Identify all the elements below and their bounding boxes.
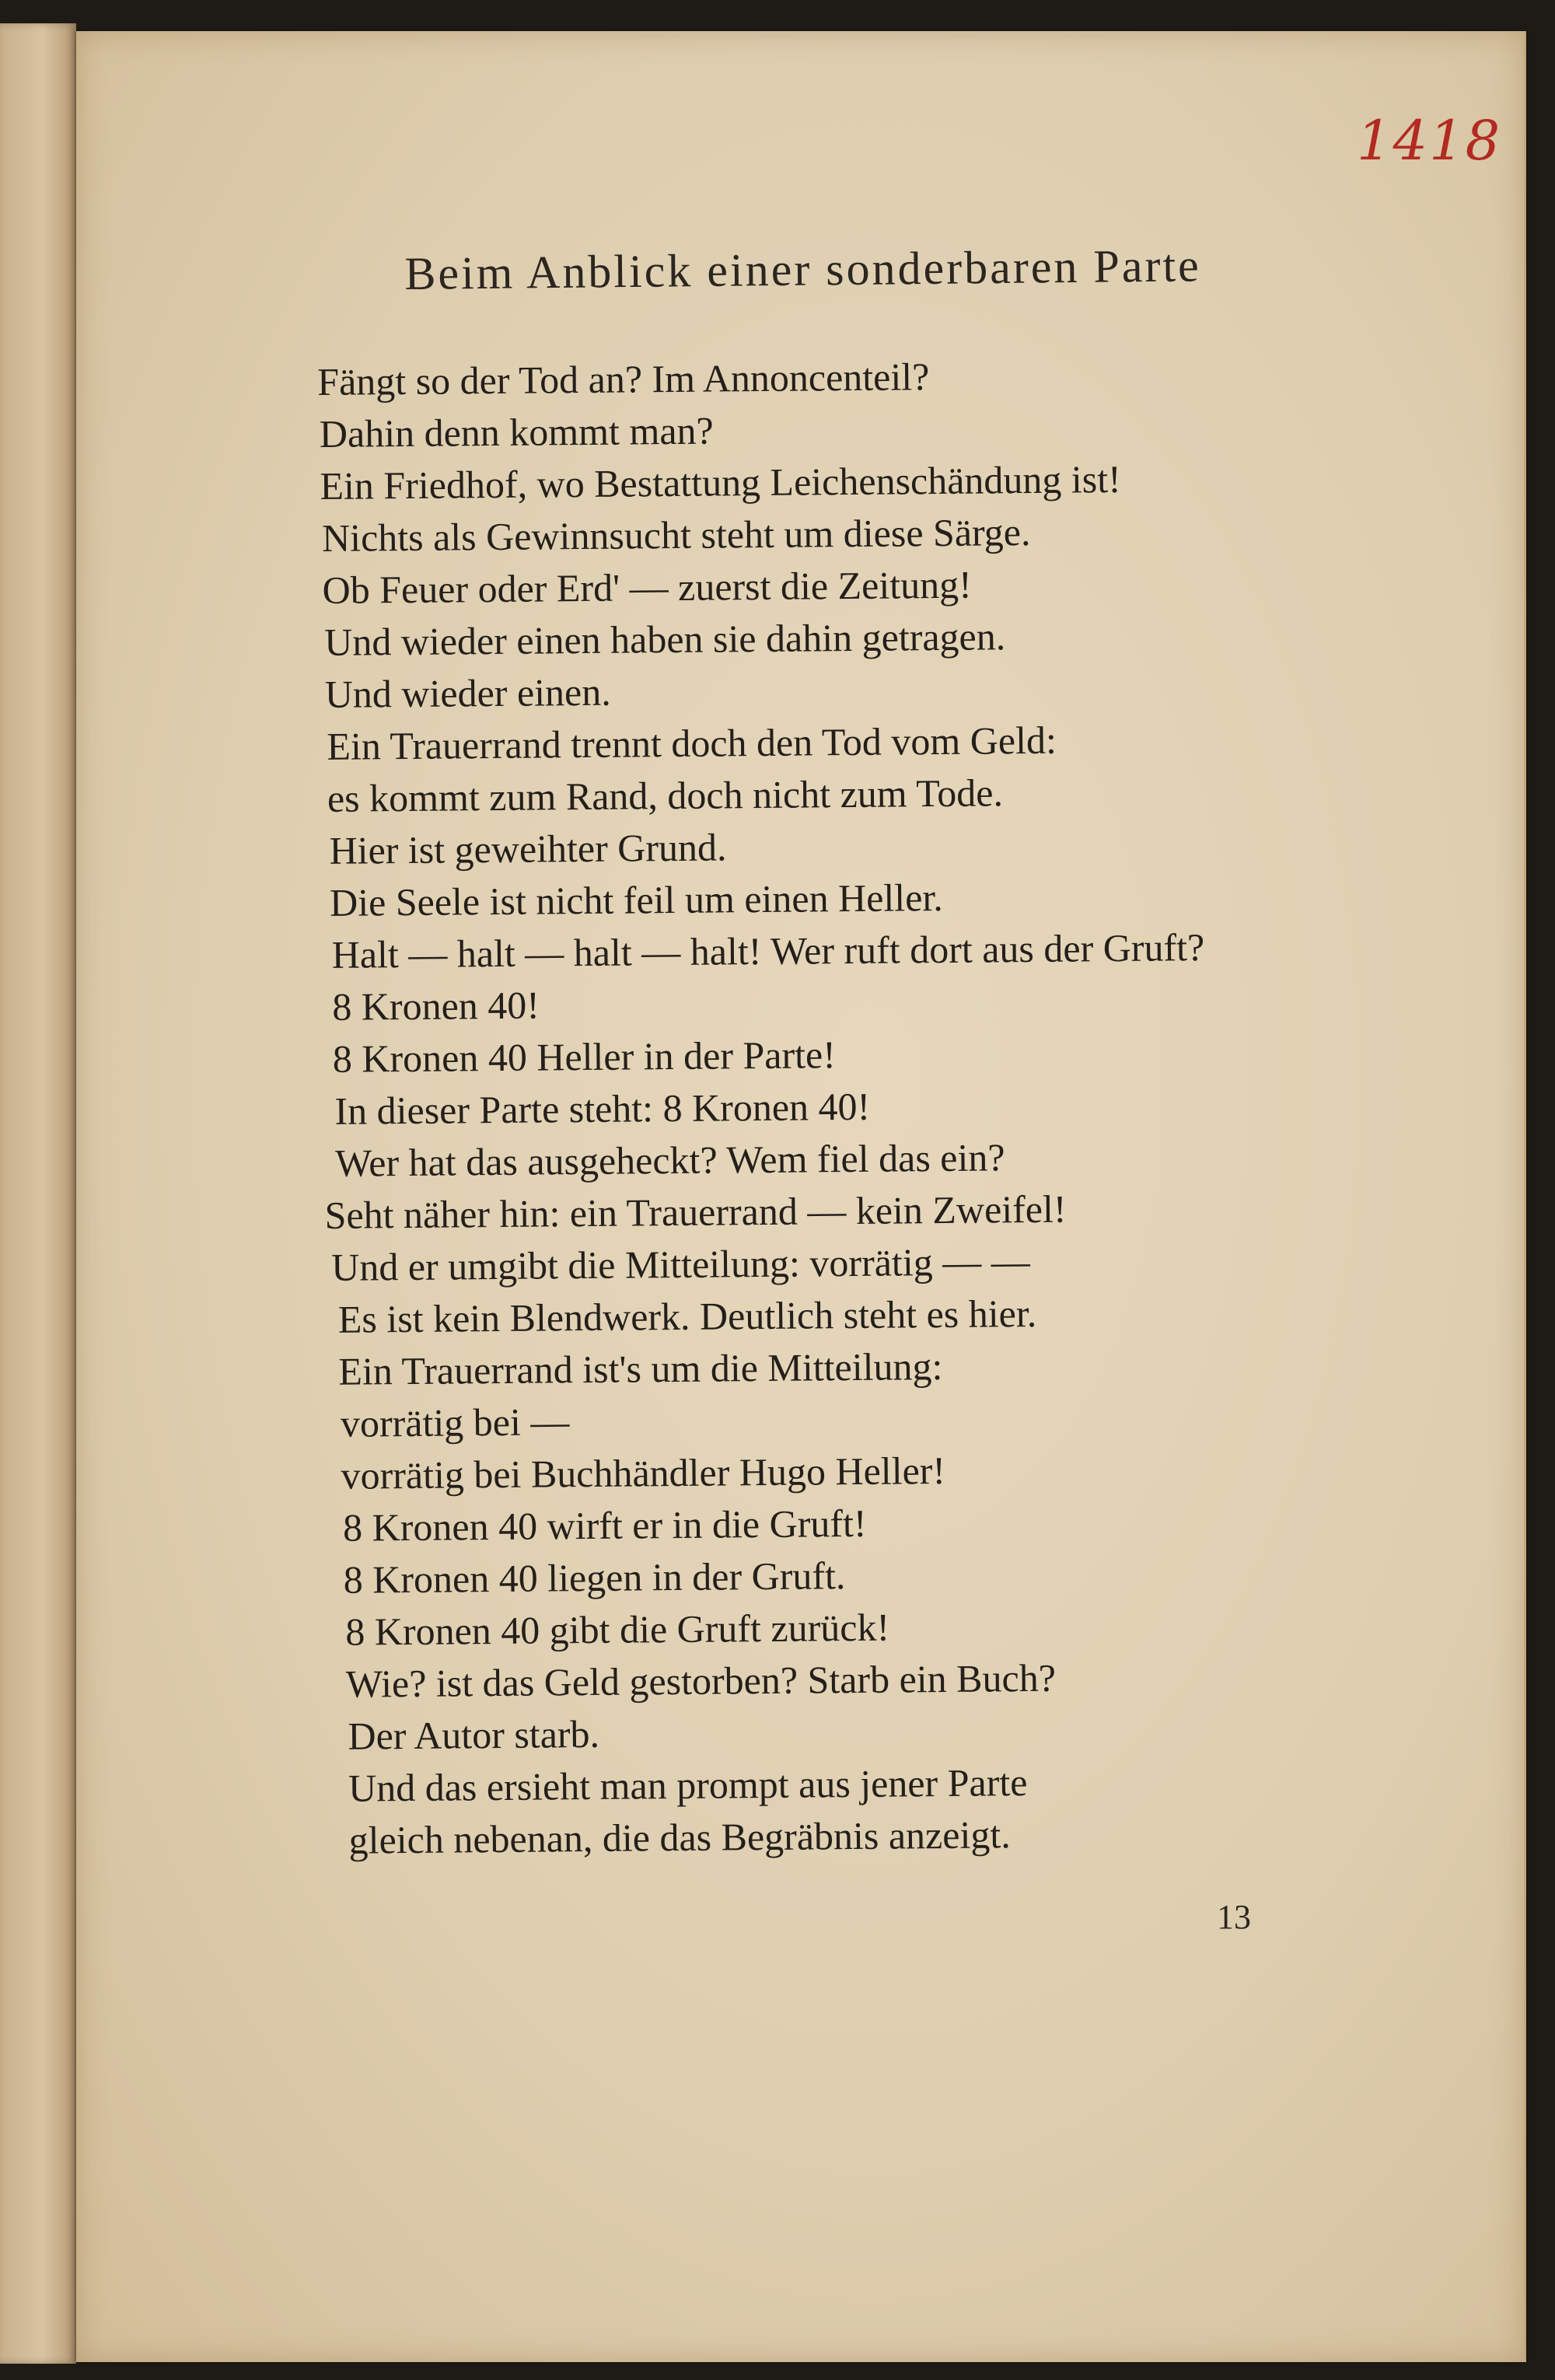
poem-line: Die Seele ist nicht feil um einen Heller. [329,875,944,924]
left-page-edge [0,23,76,2364]
poem-line: Und wieder einen haben sie dahin getragen. [323,614,1006,664]
poem-line: es kommt zum Rand, doch nicht zum Tode. [327,771,1004,820]
poem-line: Ob Feuer oder Erd' — zuerst die Zeitung! [322,562,972,612]
poem-line: Und wieder einen. [324,669,611,716]
poem-line: Dahin denn kommt man? [319,408,714,456]
poem-line: vorrätig bei Buchhändler Hugo Heller! [341,1449,946,1498]
archive-number: 1418 [1357,109,1502,173]
poem-line: Nichts als Gewinnsucht steht um diese Särge. [321,510,1031,560]
poem-line: Und er umgibt die Mitteilung: vorrätig — — [330,1239,1030,1289]
page-number: 13 [1217,1898,1251,1936]
poem-line: Es ist kein Blendwerk. Deutlich steht es hier. [337,1291,1037,1341]
poem-line: vorrätig bei — [340,1400,570,1445]
poem-line: 8 Kronen 40 Heller in der Parte! [332,1033,837,1081]
poem-line: In dieser Parte steht: 8 Kronen 40! [334,1084,871,1133]
poem-body [317,347,1434,1867]
poem-line: gleich nebenan, die das Begräbnis anzeigt. [348,1812,1011,1862]
poem-line: 8 Kronen 40! [332,983,540,1029]
poem-line: 8 Kronen 40 gibt die Gruft zurück! [345,1605,890,1654]
poem-line: Ein Trauerrand ist's um die Mitteilung: [338,1344,943,1393]
poem-line: Seht näher hin: ein Trauerrand — kein Zweifel! [324,1187,1067,1237]
poem-line: Und das ersieht man prompt aus jener Parte [348,1760,1028,1810]
poem-line: Ein Friedhof, wo Bestattung Leichenschändung ist! [320,456,1122,508]
poem-line: Wie? ist das Geld gestorben? Starb ein Buch? [345,1655,1057,1706]
poem-line: Halt — halt — halt — halt! Wer ruft dort aus der Gruft? [331,925,1205,977]
poem-line: 8 Kronen 40 liegen in der Gruft. [343,1553,846,1602]
poem-line: Der Autor starb. [348,1711,600,1758]
poem-line: Ein Trauerrand trennt doch den Tod vom Geld: [327,718,1057,768]
poem-line: Fängt so der Tod an? Im Annoncenteil? [317,355,930,404]
poem-line: 8 Kronen 40 wirft er in die Gruft! [342,1501,867,1550]
poem-line: Wer hat das ausgeheckt? Wem fiel das ein? [334,1135,1005,1185]
poem-line: Hier ist geweihter Grund. [329,825,727,872]
poem-title: Beim Anblick einer sonderbaren Parte [404,239,1202,299]
